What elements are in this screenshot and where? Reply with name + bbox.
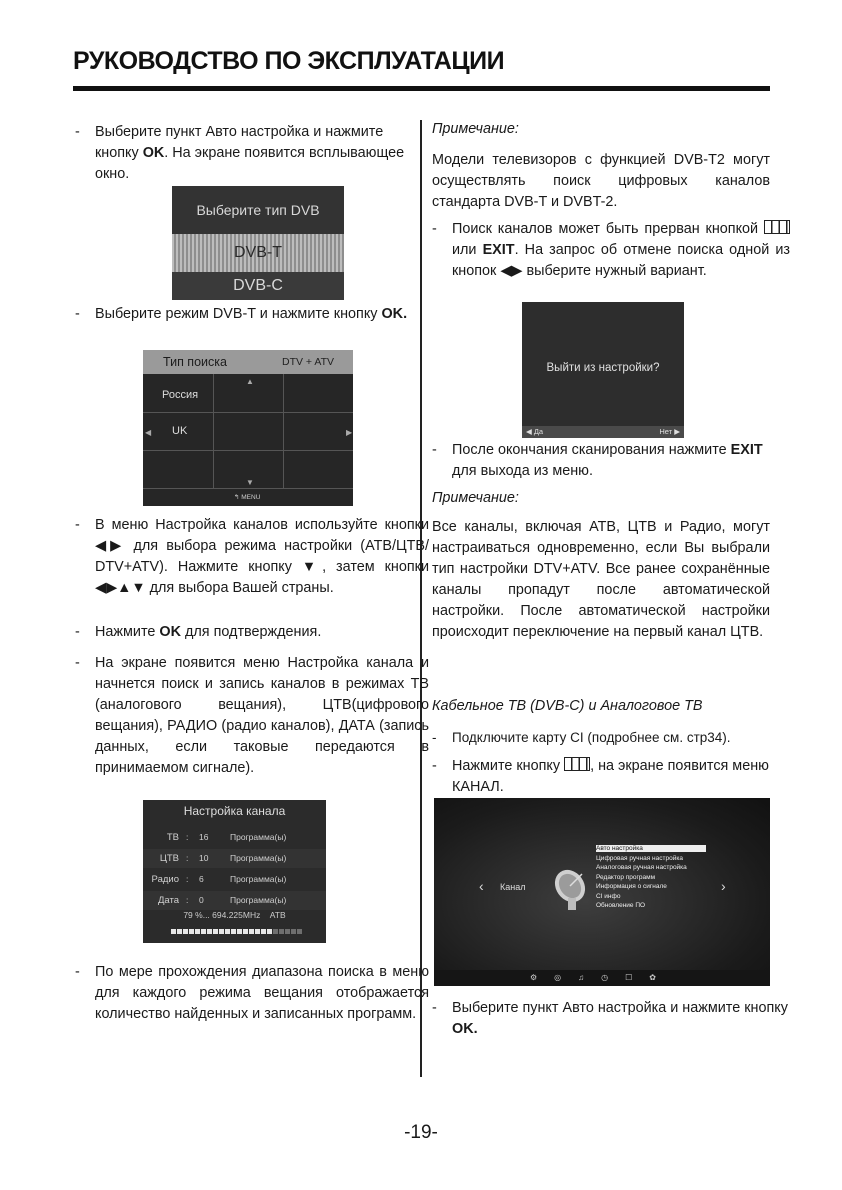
right-bullet-1: - Поиск каналов может быть прерван кнопкой или EXIT. На запрос об отмене поиска одной из кнопок ◀▶ выберите нужный вариант. bbox=[432, 221, 790, 279]
tuning-row-colon: : bbox=[186, 874, 189, 884]
channel-menu-item[interactable]: Авто настройка bbox=[596, 845, 643, 852]
tuning-row-name: Радио bbox=[151, 874, 179, 885]
channel-menu-item[interactable]: CI инфо bbox=[596, 892, 621, 900]
progress-segment bbox=[273, 929, 278, 934]
progress-segment bbox=[231, 929, 236, 934]
right-bullet-4: - Нажмите кнопку , на экране появится меню КАНАЛ. bbox=[432, 758, 769, 795]
channel-menu-item[interactable]: Цифровая ручная настройка bbox=[596, 854, 683, 862]
page-title: РУКОВОДСТВО ПО ЭКСПЛУАТАЦИИ bbox=[73, 47, 505, 75]
progress-segment bbox=[189, 929, 194, 934]
exit-no-button[interactable]: Нет ▶ bbox=[659, 427, 680, 436]
progress-segment bbox=[201, 929, 206, 934]
tuning-row-colon: : bbox=[186, 895, 189, 905]
exit-question: Выйти из настройки? bbox=[546, 362, 660, 374]
right-bullet-3: - Подключите карту CI (подробнее см. стр34). bbox=[432, 730, 731, 745]
tuning-title: Настройка канала bbox=[183, 804, 286, 818]
progress-segment bbox=[177, 929, 182, 934]
menu-hint: ↰ MENU bbox=[234, 494, 261, 501]
progress-segment bbox=[285, 929, 290, 934]
progress-segment bbox=[243, 929, 248, 934]
progress-segment bbox=[297, 929, 302, 934]
left-bullet-5: - На экране появится меню Настройка канала и начнется поиск и запись каналов в режимах ТВ (аналогового вещания), ЦТВ(цифрового вещания), РАДИО (радио каналов), ДАТА (запись данных, если таковые передаются в принимаемом сигнале). bbox=[75, 655, 429, 776]
country-russia[interactable]: Россия bbox=[162, 389, 199, 401]
channel-menu-item[interactable]: Аналоговая ручная настройка bbox=[596, 864, 687, 871]
dvb-popup-title: Выберите тип DVB bbox=[172, 186, 344, 234]
search-type-screen bbox=[143, 350, 353, 506]
down-arrow-icon: ▼ bbox=[246, 478, 254, 487]
tuning-row-count: 10 bbox=[199, 853, 209, 863]
tuning-row-unit: Программа(ы) bbox=[230, 895, 287, 905]
tuning-row-unit: Программа(ы) bbox=[230, 832, 287, 842]
tuning-row-count: 6 bbox=[199, 874, 204, 884]
left-bullet-2: - Выберите режим DVB-T и нажмите кнопку OK. bbox=[75, 306, 408, 322]
menu-right-arrow[interactable]: › bbox=[721, 878, 726, 894]
tuning-row-colon: : bbox=[186, 832, 189, 842]
note-text-1: Модели телевизоров с функцией DVB-T2 могут осуществлять поиск цифровых каналов стандарта DVB-T и DVBT-2. bbox=[432, 152, 770, 210]
progress-segment bbox=[237, 929, 242, 934]
title-rule bbox=[73, 86, 770, 91]
channel-menu-label: Канал bbox=[500, 882, 526, 892]
right-bullet-2: - После окончания сканирования нажмите EXIT для выхода из меню. bbox=[432, 442, 763, 479]
menu-left-arrow[interactable]: ‹ bbox=[479, 878, 484, 894]
note-label-2: Примечание: bbox=[432, 490, 519, 506]
progress-segment bbox=[219, 929, 224, 934]
tuning-row-name: Дата bbox=[157, 895, 179, 906]
progress-segment bbox=[195, 929, 200, 934]
menu-button-icon bbox=[764, 220, 790, 234]
page-number: -19- bbox=[404, 1122, 438, 1143]
satellite-dish-icon bbox=[548, 864, 598, 914]
menu-button-icon bbox=[564, 757, 590, 771]
progress-segment bbox=[291, 929, 296, 934]
left-bullet-1: - Выберите пункт Авто настройка и нажмите кнопку OK. На экране появится всплывающее окно. bbox=[75, 124, 405, 182]
note-label-1: Примечание: bbox=[432, 121, 519, 137]
tuning-row-unit: Программа(ы) bbox=[230, 874, 287, 884]
progress-segment bbox=[261, 929, 266, 934]
left-bullet-6: - По мере прохождения диапазона поиска в меню для каждого режима вещания отображается количество найденных и записанных программ. bbox=[75, 964, 429, 1022]
dvb-type-popup bbox=[172, 186, 344, 300]
progress-segment bbox=[249, 929, 254, 934]
tuning-row-colon: : bbox=[186, 853, 189, 863]
left-arrow-icon: ◀ bbox=[145, 428, 152, 437]
tuning-status: 79 %... 694.225MHz АТВ bbox=[183, 910, 286, 920]
tuning-row-unit: Программа(ы) bbox=[230, 853, 287, 863]
channel-menu-item[interactable]: Редактор программ bbox=[596, 873, 656, 881]
tuning-row-count: 0 bbox=[199, 895, 204, 905]
tuning-row-name: ТВ bbox=[166, 832, 179, 843]
menu-bottom-icons[interactable]: ⚙◎♫◷☐✿ bbox=[530, 973, 674, 982]
progress-segment bbox=[207, 929, 212, 934]
search-type-value[interactable]: DTV + ATV bbox=[282, 356, 335, 368]
progress-segment bbox=[183, 929, 188, 934]
dvb-option-c[interactable]: DVB-C bbox=[172, 272, 344, 300]
search-type-label: Тип поиска bbox=[163, 355, 227, 369]
progress-segment bbox=[255, 929, 260, 934]
right-arrow-icon: ▶ bbox=[346, 428, 353, 437]
up-arrow-icon: ▲ bbox=[246, 377, 254, 386]
country-uk[interactable]: UK bbox=[172, 425, 188, 437]
progress-segment bbox=[267, 929, 272, 934]
note-text-2: Все каналы, включая АТВ, ЦТВ и Радио, могут настраиваться одновременно, если Вы выбрали тип настройки DTV+ATV. Все ранее сохранённые каналы пропадут после автоматической настройки. После автоматической настройки происходит переключение на первый канал ЦТВ. bbox=[432, 519, 770, 640]
channel-tuning-screen bbox=[143, 800, 326, 943]
progress-segment bbox=[225, 929, 230, 934]
channel-menu-item[interactable]: Информация о сигнале bbox=[596, 883, 667, 890]
progress-segment bbox=[171, 929, 176, 934]
tuning-row-name: ЦТВ bbox=[159, 853, 179, 864]
progress-segment bbox=[279, 929, 284, 934]
left-bullet-3: - В меню Настройка каналов используйте кнопки ◀▶ для выбора режима настройки (АТВ/ЦТВ/ DTV+ATV). Нажмите кнопку ▼, затем кнопки ◀▶▲▼ для выбора Вашей страны. bbox=[75, 517, 429, 596]
tuning-row-count: 16 bbox=[199, 832, 209, 842]
section-title: Кабельное ТВ (DVB-C) и Аналоговое ТВ bbox=[432, 698, 703, 714]
progress-segment bbox=[213, 929, 218, 934]
right-bullet-5: - Выберите пункт Авто настройка и нажмите кнопку OK. bbox=[432, 1000, 788, 1037]
channel-menu-screen bbox=[434, 798, 770, 986]
channel-menu-item[interactable]: Обновление ПО bbox=[596, 902, 646, 909]
left-bullet-4: - Нажмите OK для подтверждения. bbox=[75, 624, 322, 640]
exit-yes-button[interactable]: ◀ Да bbox=[526, 427, 544, 436]
exit-confirm-screen bbox=[522, 302, 684, 438]
tuning-progress-bar bbox=[171, 929, 303, 935]
dvb-option-t[interactable]: DVB-T bbox=[172, 234, 344, 272]
